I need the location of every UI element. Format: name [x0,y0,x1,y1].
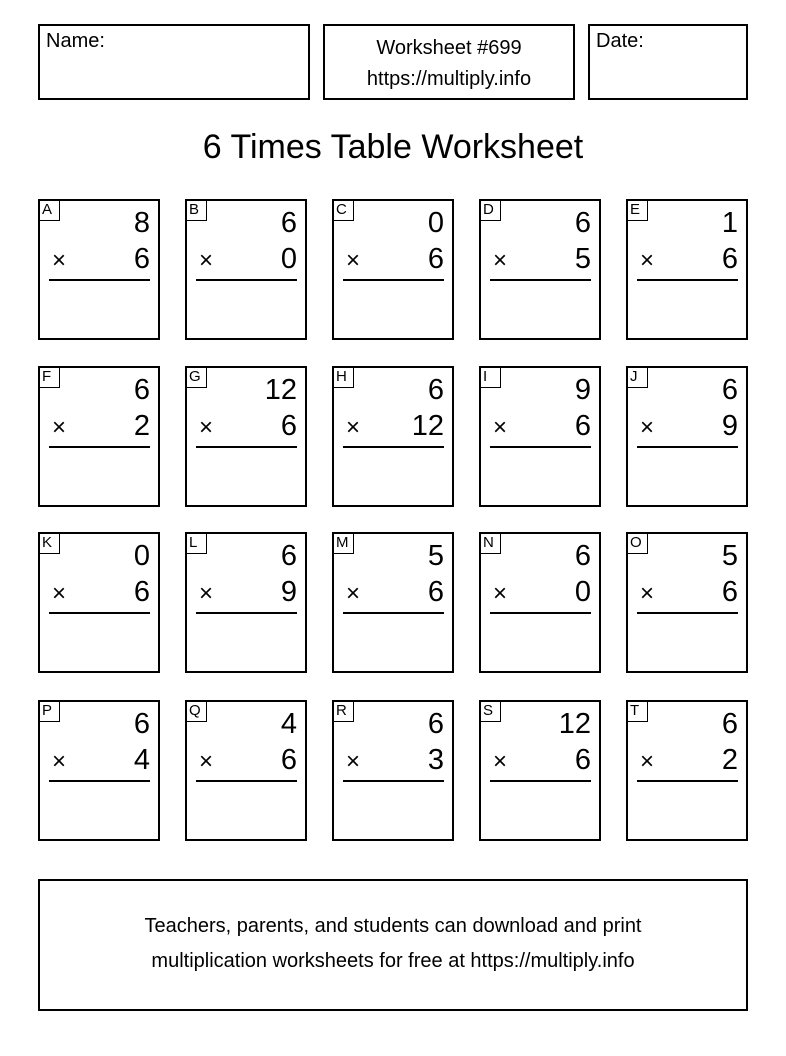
problem-multiplier: 6 [574,744,591,776]
problem-multiplier: 0 [574,576,591,608]
problem-card[interactable] [332,700,454,841]
answer-area[interactable] [336,618,450,669]
times-sign: × [493,748,508,775]
answer-area[interactable] [483,786,597,837]
problem-card[interactable] [626,199,748,340]
problem-multiplicand: 6 [280,540,297,572]
problem-multiplier: 6 [133,243,150,275]
problem-multiplicand: 0 [427,207,444,239]
problem-letter: Q [185,700,207,722]
answer-area[interactable] [483,285,597,336]
answer-area[interactable] [630,285,744,336]
problem-multiplier: 9 [721,410,738,442]
times-sign: × [52,580,67,607]
answer-area[interactable] [630,452,744,503]
problem-multiplicand: 6 [721,708,738,740]
answer-line [343,780,444,782]
problem-letter: B [185,199,207,221]
answer-area[interactable] [336,452,450,503]
problem-multiplicand: 9 [574,374,591,406]
problem-multiplicand: 1 [721,207,738,239]
problem-letter: I [479,366,501,388]
problem-card[interactable] [185,700,307,841]
problem-letter: O [626,532,648,554]
problem-card[interactable] [185,532,307,673]
problem-multiplier: 6 [427,576,444,608]
problem-letter: G [185,366,207,388]
problem-multiplier: 6 [721,576,738,608]
problem-multiplier: 0 [280,243,297,275]
problem-multiplicand: 6 [574,540,591,572]
problem-letter: A [38,199,60,221]
problem-multiplicand: 6 [280,207,297,239]
problem-card[interactable] [185,366,307,507]
problem-multiplier: 6 [721,243,738,275]
answer-area[interactable] [189,618,303,669]
worksheet-info-box [323,24,575,100]
times-sign: × [640,580,655,607]
times-sign: × [52,414,67,441]
problem-letter: J [626,366,648,388]
footer-line-1: Teachers, parents, and students can download and print [144,915,642,937]
problem-card[interactable] [479,532,601,673]
date-field[interactable] [588,24,748,100]
times-sign: × [52,247,67,274]
times-sign: × [640,414,655,441]
problem-multiplicand: 8 [133,207,150,239]
worksheet-url: https://multiply.info [366,68,532,90]
times-sign: × [199,247,214,274]
problem-multiplicand: 0 [133,540,150,572]
problem-multiplier: 2 [721,744,738,776]
problem-letter: N [479,532,501,554]
answer-line [637,279,738,281]
answer-area[interactable] [336,786,450,837]
answer-line [637,612,738,614]
problem-multiplier: 6 [280,744,297,776]
date-label: Date: [596,30,644,52]
answer-line [49,446,150,448]
answer-area[interactable] [42,452,156,503]
answer-area[interactable] [189,452,303,503]
problem-letter: M [332,532,354,554]
answer-line [637,446,738,448]
times-sign: × [346,748,361,775]
problem-multiplicand: 6 [427,374,444,406]
name-field[interactable] [38,24,310,100]
times-sign: × [199,580,214,607]
problem-letter: S [479,700,501,722]
answer-area[interactable] [630,618,744,669]
times-sign: × [52,748,67,775]
problem-card[interactable] [479,700,601,841]
problem-multiplier: 12 [411,410,444,442]
times-sign: × [493,580,508,607]
answer-line [49,780,150,782]
answer-line [490,780,591,782]
page-title: 6 Times Table Worksheet [202,128,584,166]
problem-card[interactable] [38,532,160,673]
answer-line [196,612,297,614]
problem-letter: R [332,700,354,722]
answer-area[interactable] [189,786,303,837]
worksheet-number: Worksheet #699 [376,37,522,59]
problem-multiplier: 6 [427,243,444,275]
problem-letter: F [38,366,60,388]
answer-area[interactable] [336,285,450,336]
answer-line [490,279,591,281]
answer-line [490,446,591,448]
problem-multiplier: 6 [574,410,591,442]
problem-multiplicand: 6 [574,207,591,239]
problem-multiplicand: 4 [280,708,297,740]
answer-area[interactable] [42,786,156,837]
answer-line [196,446,297,448]
problem-card[interactable] [38,700,160,841]
answer-line [196,780,297,782]
problem-multiplicand: 12 [264,374,297,406]
problem-letter: E [626,199,648,221]
problem-letter: C [332,199,354,221]
times-sign: × [346,247,361,274]
times-sign: × [199,414,214,441]
problem-multiplier: 2 [133,410,150,442]
problem-multiplier: 9 [280,576,297,608]
answer-area[interactable] [483,452,597,503]
times-sign: × [640,748,655,775]
problem-card[interactable] [626,700,748,841]
name-label: Name: [46,30,105,52]
problem-card[interactable] [38,199,160,340]
problem-letter: L [185,532,207,554]
problem-multiplicand: 6 [721,374,738,406]
answer-line [343,446,444,448]
answer-line [49,612,150,614]
problem-multiplicand: 6 [133,374,150,406]
problem-letter: H [332,366,354,388]
answer-area[interactable] [189,285,303,336]
problem-card[interactable] [626,532,748,673]
times-sign: × [199,748,214,775]
problem-multiplier: 5 [574,243,591,275]
problem-card[interactable] [332,532,454,673]
problem-card[interactable] [479,366,601,507]
answer-area[interactable] [483,618,597,669]
problem-multiplicand: 5 [721,540,738,572]
times-sign: × [493,414,508,441]
problem-multiplicand: 5 [427,540,444,572]
problem-multiplicand: 6 [427,708,444,740]
times-sign: × [640,247,655,274]
problem-multiplier: 3 [427,744,444,776]
answer-line [490,612,591,614]
problem-multiplicand: 12 [558,708,591,740]
answer-line [637,780,738,782]
answer-line [196,279,297,281]
answer-area[interactable] [42,618,156,669]
answer-line [49,279,150,281]
answer-line [343,612,444,614]
problem-card[interactable] [626,366,748,507]
times-sign: × [346,414,361,441]
problem-card[interactable] [479,199,601,340]
problem-multiplier: 4 [133,744,150,776]
times-sign: × [346,580,361,607]
problem-card[interactable] [185,199,307,340]
answer-line [343,279,444,281]
problem-letter: T [626,700,648,722]
problem-card[interactable] [332,199,454,340]
problem-multiplier: 6 [280,410,297,442]
problem-letter: D [479,199,501,221]
problem-card[interactable] [332,366,454,507]
problem-letter: P [38,700,60,722]
times-sign: × [493,247,508,274]
problem-multiplier: 6 [133,576,150,608]
footer-box [38,879,748,1011]
problem-letter: K [38,532,60,554]
answer-area[interactable] [42,285,156,336]
footer-line-2: multiplication worksheets for free at https://multiply.info [151,950,635,972]
problem-multiplicand: 6 [133,708,150,740]
answer-area[interactable] [630,786,744,837]
problem-card[interactable] [38,366,160,507]
